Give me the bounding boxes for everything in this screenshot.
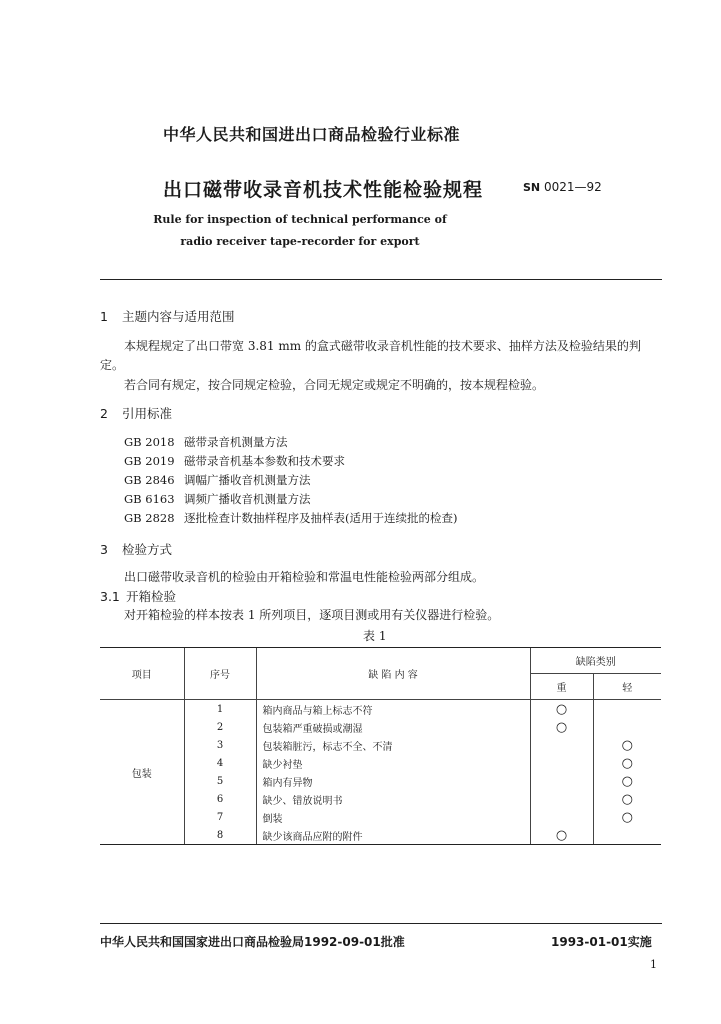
header-rule xyxy=(100,279,662,280)
header-seq: 序号 xyxy=(184,648,256,700)
reference-entry xyxy=(124,453,345,469)
header-content: 缺 陷 内 容 xyxy=(256,648,530,700)
section-3-1-heading xyxy=(100,587,176,605)
reference-entry xyxy=(124,472,311,488)
paragraph: 定。 xyxy=(100,358,125,372)
reference-entry xyxy=(124,510,457,526)
table-row xyxy=(100,772,661,790)
table-row xyxy=(100,790,661,808)
row-content: 包装箱脏污，标志不全、不清 xyxy=(256,736,530,754)
header-minor: 轻 xyxy=(593,674,661,700)
row-content: 箱内有异物 xyxy=(256,772,530,790)
table-caption: 表 1 xyxy=(363,629,387,643)
row-major-mark xyxy=(530,772,593,790)
row-minor-mark: ○ xyxy=(593,772,661,790)
row-seq: 7 xyxy=(184,808,256,826)
row-minor-mark: ○ xyxy=(593,790,661,808)
issuing-organization: 中华人民共和国进出口商品检验行业标准 xyxy=(163,125,461,144)
section-title: 检验方式 xyxy=(122,542,173,557)
standard-code: 0021—92 xyxy=(543,180,602,194)
section-number: 3.1 xyxy=(100,589,120,604)
defect-table xyxy=(100,647,661,845)
reference-title: 磁带录音机测量方法 xyxy=(184,435,288,449)
header-item: 项目 xyxy=(100,648,184,700)
footer-rule xyxy=(100,923,662,924)
row-seq: 5 xyxy=(184,772,256,790)
reference-code: GB 6163 xyxy=(124,492,175,506)
reference-code: GB 2018 xyxy=(124,435,175,449)
standard-number xyxy=(523,180,602,194)
reference-entry xyxy=(124,491,311,507)
approval-statement: 中华人民共和国国家进出口商品检验局1992-09-01批准 xyxy=(100,935,405,949)
reference-title: 调幅广播收音机测量方法 xyxy=(184,473,311,487)
group-label-packaging: 包装 xyxy=(100,700,184,845)
row-major-mark xyxy=(530,754,593,772)
section-number: 3 xyxy=(100,542,108,557)
reference-title: 调频广播收音机测量方法 xyxy=(184,492,311,506)
row-content: 缺少衬垫 xyxy=(256,754,530,772)
row-major-mark: ○ xyxy=(530,700,593,719)
row-seq: 3 xyxy=(184,736,256,754)
row-content: 缺少该商品应附的附件 xyxy=(256,826,530,845)
header-major: 重 xyxy=(530,674,593,700)
reference-title: 磁带录音机基本参数和技术要求 xyxy=(184,454,345,468)
reference-title: 逐批检查计数抽样程序及抽样表(适用于连续批的检查) xyxy=(184,511,458,525)
page-number: 1 xyxy=(650,958,657,971)
english-title-line2: radio receiver tape-recorder for export xyxy=(180,235,420,248)
section-2-heading xyxy=(100,404,172,422)
reference-code: GB 2019 xyxy=(124,454,175,468)
row-minor-mark: ○ xyxy=(593,736,661,754)
section-title: 主题内容与适用范围 xyxy=(122,309,235,324)
english-title-line1: Rule for inspection of technical performance of xyxy=(153,213,447,226)
table-row xyxy=(100,826,661,845)
row-major-mark xyxy=(530,790,593,808)
row-minor-mark: ○ xyxy=(593,754,661,772)
row-major-mark xyxy=(530,808,593,826)
row-content: 倒装 xyxy=(256,808,530,826)
paragraph: 若合同有规定，按合同规定检验，合同无规定或规定不明确的，按本规程检验。 xyxy=(124,378,545,392)
row-major-mark xyxy=(530,736,593,754)
header-category: 缺陷类别 xyxy=(530,648,661,674)
table-row xyxy=(100,736,661,754)
paragraph: 本规程规定了出口带宽 3.81 mm 的盒式磁带收录音机性能的技术要求、抽样方法及检验结果的判 xyxy=(124,339,641,353)
table-row xyxy=(100,700,661,719)
effective-date: 1993-01-01实施 xyxy=(551,935,652,949)
standard-prefix: SN xyxy=(523,181,541,194)
document-title: 出口磁带收录音机技术性能检验规程 xyxy=(163,179,484,201)
row-content: 箱内商品与箱上标志不符 xyxy=(256,700,530,719)
section-title: 开箱检验 xyxy=(126,589,177,604)
section-number: 2 xyxy=(100,406,108,421)
paragraph: 出口磁带收录音机的检验由开箱检验和常温电性能检验两部分组成。 xyxy=(124,570,485,584)
row-seq: 6 xyxy=(184,790,256,808)
row-seq: 2 xyxy=(184,718,256,736)
row-seq: 1 xyxy=(184,700,256,719)
row-seq: 8 xyxy=(184,826,256,845)
table-row xyxy=(100,754,661,772)
section-number: 1 xyxy=(100,309,108,324)
row-seq: 4 xyxy=(184,754,256,772)
row-minor-mark xyxy=(593,826,661,845)
row-major-mark: ○ xyxy=(530,718,593,736)
paragraph: 对开箱检验的样本按表 1 所列项目，逐项目测或用有关仪器进行检验。 xyxy=(124,608,500,622)
table-row xyxy=(100,808,661,826)
section-3-heading xyxy=(100,540,172,558)
row-minor-mark: ○ xyxy=(593,808,661,826)
row-minor-mark xyxy=(593,718,661,736)
row-content: 包装箱严重破损或潮湿 xyxy=(256,718,530,736)
row-major-mark: ○ xyxy=(530,826,593,845)
row-content: 缺少、错放说明书 xyxy=(256,790,530,808)
section-title: 引用标准 xyxy=(122,406,173,421)
reference-code: GB 2846 xyxy=(124,473,175,487)
section-1-heading xyxy=(100,307,235,325)
reference-entry xyxy=(124,434,288,450)
reference-code: GB 2828 xyxy=(124,511,175,525)
table-row xyxy=(100,718,661,736)
row-minor-mark xyxy=(593,700,661,719)
